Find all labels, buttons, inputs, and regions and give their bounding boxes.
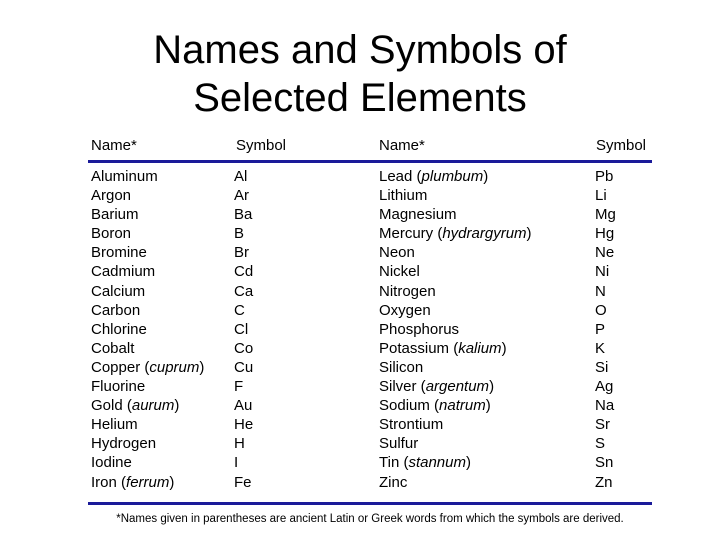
element-name-text: Carbon — [91, 301, 141, 319]
element-name — [379, 358, 532, 377]
element-name-text: Cadmium — [91, 263, 156, 281]
latin-name: hydrargyrum — [442, 225, 527, 243]
element-symbol: H — [234, 435, 245, 453]
element-symbol: I — [234, 454, 239, 472]
element-name-text: Iodine — [91, 454, 132, 472]
element-symbol: Fe — [234, 473, 252, 491]
latin-name: ferrum — [126, 473, 170, 491]
element-name-text: Chlorine — [91, 320, 147, 338]
element-name-text: Fluorine — [91, 378, 146, 396]
element-name-text: Calcium — [91, 282, 146, 300]
element-name-text: Aluminum — [91, 168, 158, 185]
latin-name: kalium — [458, 339, 502, 357]
element-name-text: Helium — [91, 416, 138, 434]
title-line-2: Selected Elements — [193, 76, 527, 120]
element-symbol: Br — [234, 244, 249, 262]
element-name-text: Mercury — [379, 225, 434, 243]
element-name — [91, 243, 204, 262]
element-name: Silver (argentum) — [379, 378, 495, 396]
element-name — [379, 415, 532, 434]
element-symbol: B — [234, 225, 245, 243]
element-name — [91, 224, 204, 243]
element-symbol: Sr — [595, 416, 610, 434]
element-name-text: Cobalt — [91, 339, 135, 357]
element-name-text: Lithium — [379, 187, 428, 205]
element-symbol: Au — [234, 397, 253, 415]
right-names-column — [379, 167, 532, 492]
element-name — [91, 167, 204, 186]
element-symbol: Hg — [595, 225, 615, 243]
element-name-text: Copper — [91, 358, 141, 376]
element-symbol: P — [595, 320, 606, 338]
element-name-text: Barium — [91, 206, 139, 224]
element-symbol: Al — [234, 168, 248, 185]
element-name: Potassium (kalium) — [379, 339, 507, 357]
element-symbol: Cl — [234, 320, 249, 338]
element-name-text: Strontium — [379, 416, 444, 434]
header-name-right: Name* — [379, 137, 425, 154]
element-name — [91, 282, 204, 301]
header-symbol-left: Symbol — [236, 137, 287, 154]
header-rule — [88, 160, 652, 163]
element-name-text: Neon — [379, 244, 415, 262]
latin-name: plumbum — [421, 168, 484, 185]
element-symbol: Sn — [595, 454, 614, 472]
element-name-text: Magnesium — [379, 206, 457, 224]
element-symbol: Li — [595, 187, 607, 205]
element-symbol: Cd — [234, 263, 254, 281]
element-name-text: Sulfur — [379, 435, 419, 453]
element-symbol: Ne — [595, 244, 615, 262]
latin-name: natrum — [439, 397, 486, 415]
element-name — [91, 434, 204, 453]
element-name — [91, 301, 204, 320]
element-name-text: Nickel — [379, 263, 420, 281]
element-name — [379, 243, 532, 262]
element-name-text: Sodium — [379, 397, 430, 415]
element-name-text: Gold — [91, 397, 123, 415]
element-symbol: F — [234, 378, 244, 396]
element-name: Copper (cuprum) — [91, 358, 205, 376]
element-symbol: Ar — [234, 187, 249, 205]
element-symbol: Zn — [595, 473, 613, 491]
element-name-text: Iron — [91, 473, 117, 491]
header-symbol-right: Symbol — [596, 137, 647, 154]
latin-name: stannum — [408, 454, 466, 472]
element-name: Tin (stannum) — [379, 454, 471, 472]
element-name — [379, 282, 532, 301]
element-symbol: Ca — [234, 282, 254, 300]
element-name — [379, 205, 532, 224]
element-name-text: Hydrogen — [91, 435, 157, 453]
element-name: Lead (plumbum) — [379, 168, 489, 185]
element-name — [91, 262, 204, 281]
footer-rule — [88, 502, 652, 505]
element-symbol: Si — [595, 358, 609, 376]
element-name — [379, 186, 532, 205]
element-name — [91, 186, 204, 205]
element-symbol: K — [595, 339, 606, 357]
element-name-text: Phosphorus — [379, 320, 460, 338]
element-name — [379, 434, 532, 453]
element-symbol: Mg — [595, 206, 616, 224]
element-symbol: Co — [234, 339, 254, 357]
element-symbol: C — [234, 301, 245, 319]
element-symbol: Na — [595, 397, 615, 415]
element-symbol: Cu — [234, 358, 254, 376]
element-name-text: Boron — [91, 225, 132, 243]
latin-name: argentum — [425, 378, 490, 396]
header-name-left: Name* — [91, 137, 137, 154]
element-name — [91, 453, 204, 472]
element-symbol: Pb — [595, 168, 614, 185]
element-name-text: Zinc — [379, 473, 408, 491]
element-name — [379, 262, 532, 281]
element-symbol: Ag — [595, 378, 614, 396]
latin-name: cuprum — [149, 358, 200, 376]
element-name — [91, 339, 204, 358]
element-name-text: Tin — [379, 454, 400, 472]
element-symbol: S — [595, 435, 606, 453]
element-name-text: Argon — [91, 187, 132, 205]
left-names-column — [91, 167, 204, 492]
element-name — [91, 377, 204, 396]
element-name: Sodium (natrum) — [379, 397, 491, 415]
element-name-text: Lead — [379, 168, 413, 185]
right-symbols-column — [595, 167, 616, 492]
title-line-1: Names and Symbols of — [153, 28, 567, 72]
element-name — [379, 473, 532, 492]
element-name — [91, 415, 204, 434]
element-symbol: He — [234, 416, 254, 434]
element-name: Mercury (hydrargyrum) — [379, 225, 532, 243]
element-name — [379, 320, 532, 339]
element-symbol: Ni — [595, 263, 610, 281]
element-symbol: Ba — [234, 206, 253, 224]
latin-name: aurum — [131, 397, 175, 415]
footnote: *Names given in parentheses are ancient Latin or Greek words from which the symbols are derived. — [116, 513, 624, 525]
element-name-text: Silver — [379, 378, 417, 396]
element-name — [91, 320, 204, 339]
page-title — [0, 26, 720, 122]
element-name — [379, 301, 532, 320]
element-name-text: Nitrogen — [379, 282, 436, 300]
element-symbol: O — [595, 301, 607, 319]
element-name — [91, 205, 204, 224]
element-symbol: N — [595, 282, 606, 300]
element-name-text: Bromine — [91, 244, 147, 262]
left-symbols-column — [234, 167, 253, 492]
element-name: Iron (ferrum) — [91, 473, 175, 491]
element-name: Gold (aurum) — [91, 397, 180, 415]
element-name-text: Potassium — [379, 339, 450, 357]
element-name-text: Silicon — [379, 358, 424, 376]
element-name-text: Oxygen — [379, 301, 431, 319]
